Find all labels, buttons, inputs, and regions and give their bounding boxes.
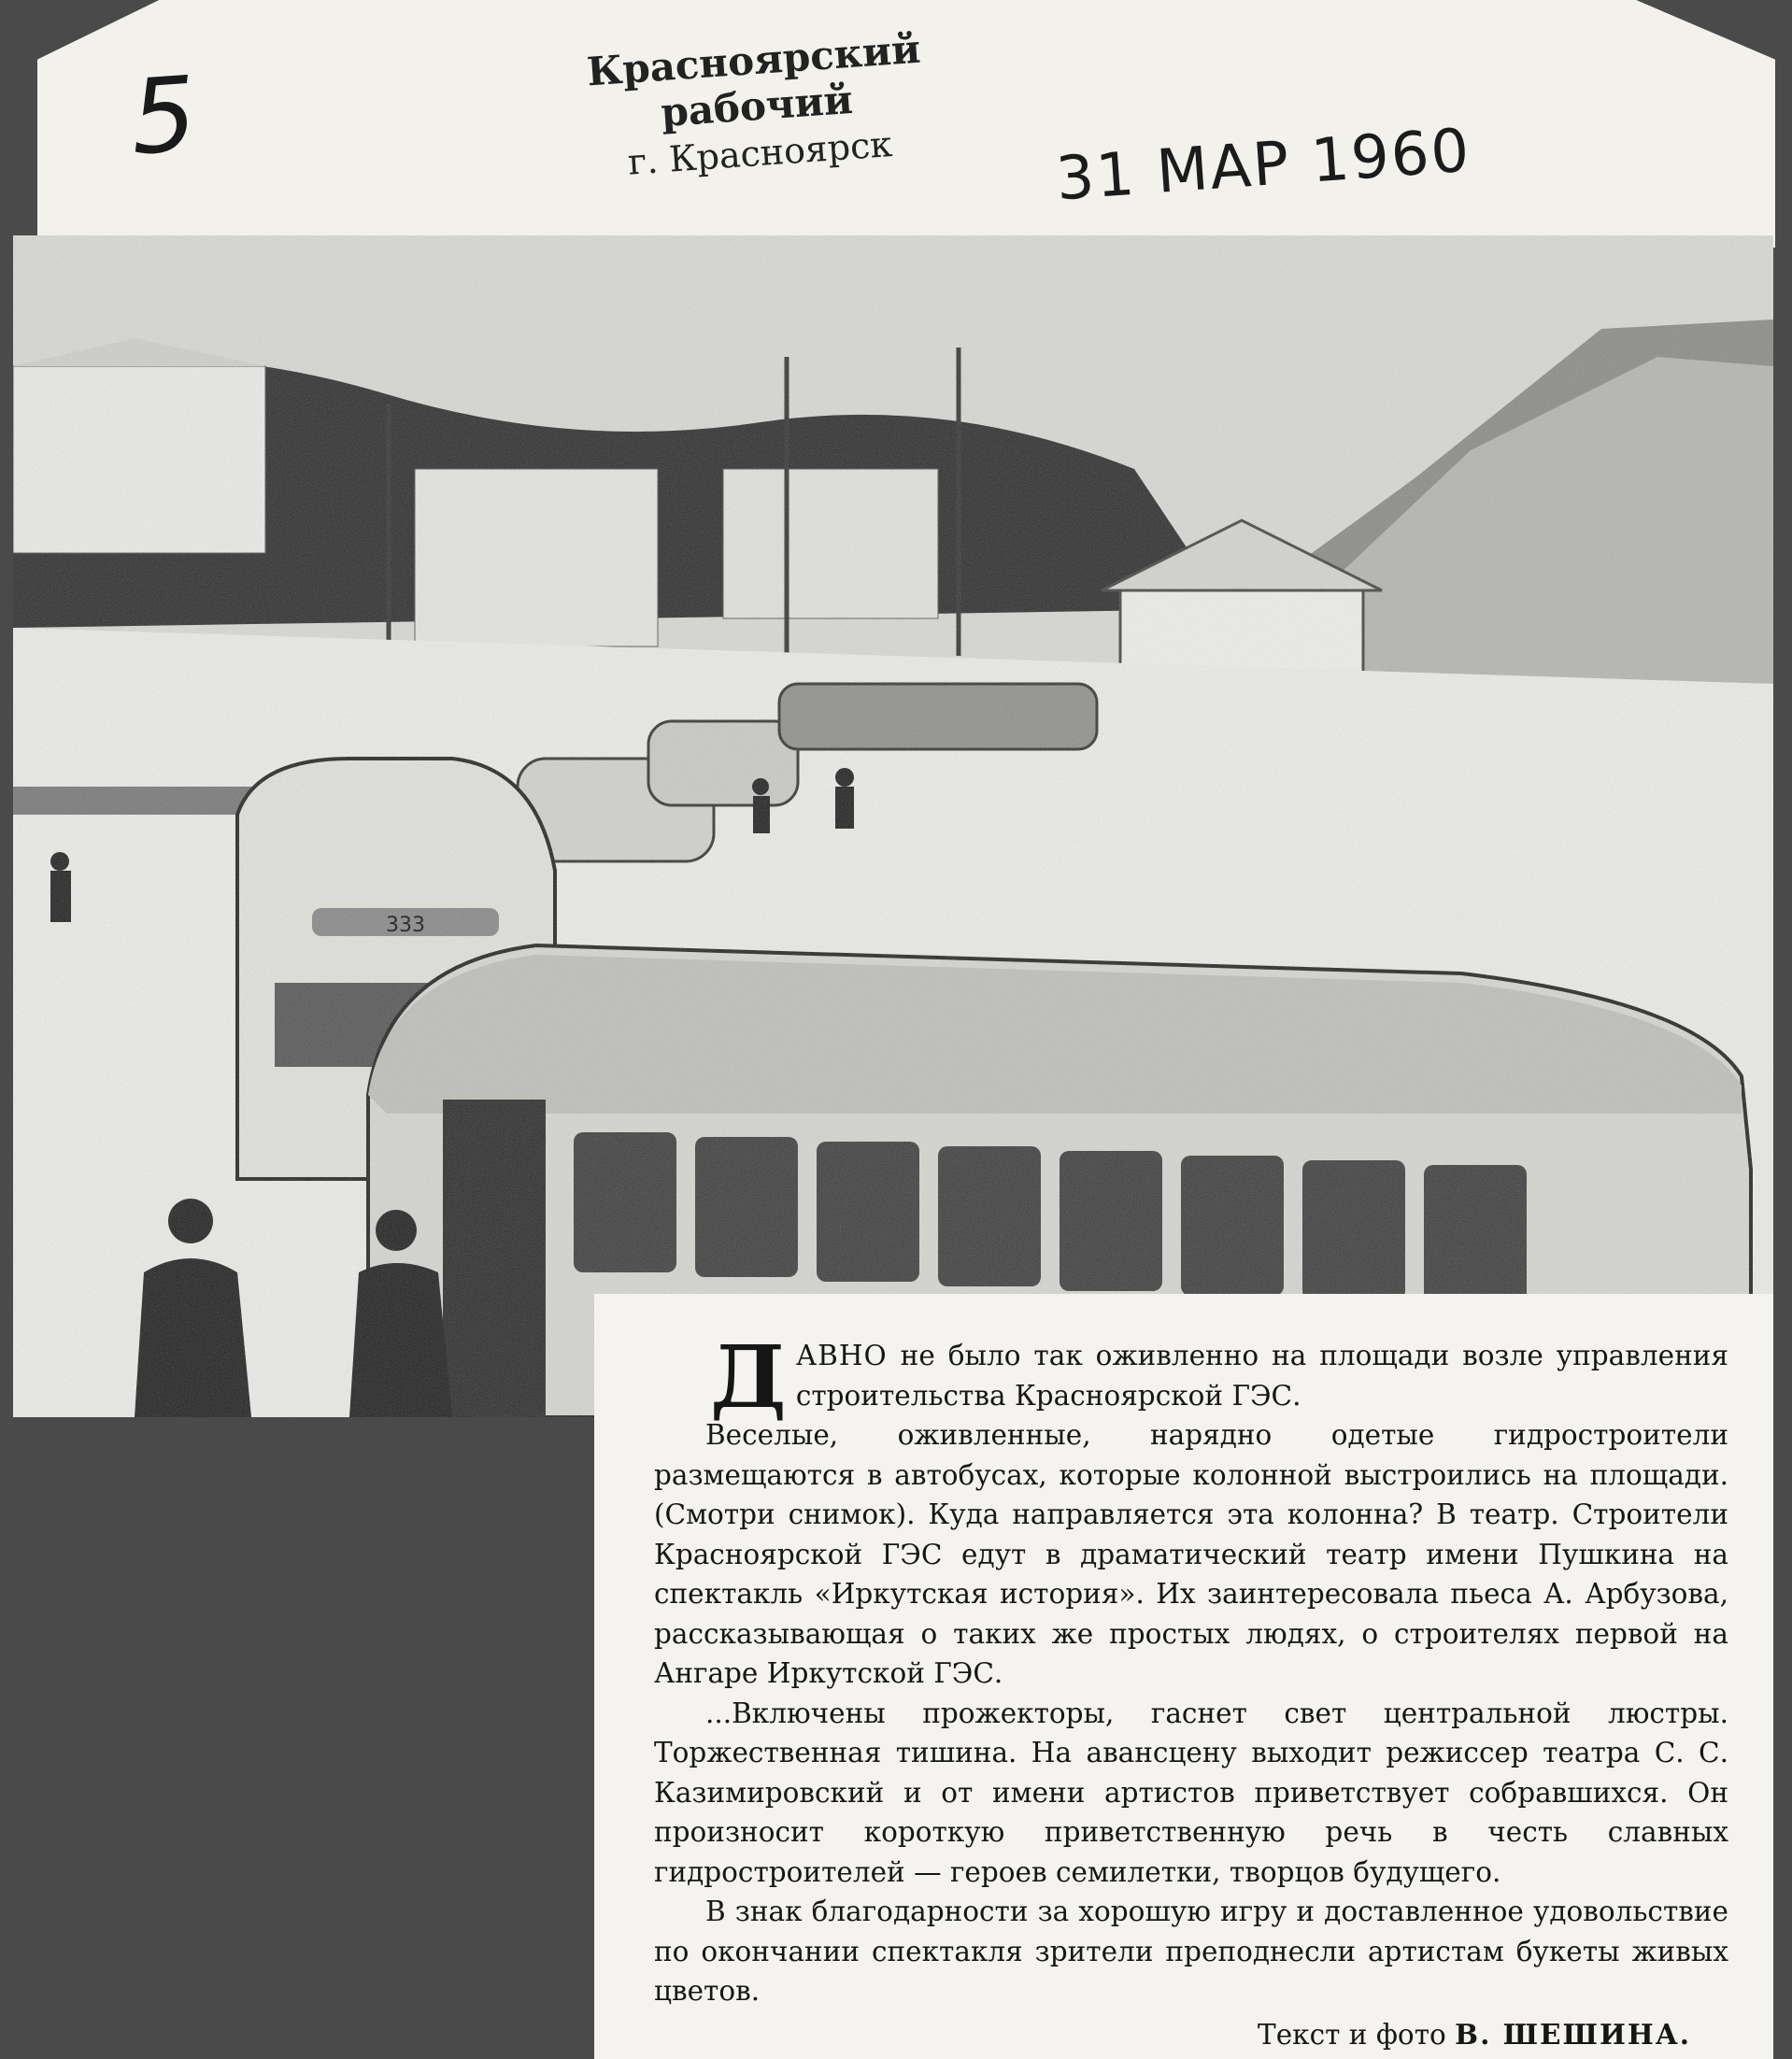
lead-word: АВНО	[795, 1340, 888, 1371]
bus-column-photo	[13, 235, 1773, 1427]
news-photo	[13, 235, 1773, 1427]
article-paragraph: ...Включены прожекторы, гаснет свет центральной люстры. Торжественная тишина. На авансцену выходит режиссер театра С. С. Казимировский и от имени артистов приветствует собравшихся. Он произносит короткую приветственную речь в честь славных гидростроителей — героев семилетки, творцов будущего.	[654, 1697, 1728, 1888]
article	[654, 1327, 1728, 2054]
author-credit	[654, 2015, 1728, 2055]
paragraph-text: не было так оживленно на площади возле управления строительства Красноярской ГЭС.	[795, 1340, 1728, 1412]
article-paragraph	[654, 1327, 1728, 1427]
article-paragraph: Веселые, оживленные, нарядно одетые гидростроители размещаются в автобусах, которые колонной выстроились на площади. (Смотри снимок). Куда направляется эта колонна? В театр. Строители Красноярской ГЭС едут в драматический театр имени Пушкина на спектакль «Иркутская история». Их заинтересовала пьеса А. Арбузова, рассказывающая о таких же простых людях, о строителях первой на Ангаре Иркутской ГЭС.	[654, 1419, 1728, 1689]
stamp-city: г. Красноярск	[626, 123, 894, 183]
credit-name: В. ШЕШИНА.	[1455, 2017, 1691, 2051]
article-paragraph: В знак благодарности за хорошую игру и доставленное удовольствие по окончании спектакля зрители преподнесли артистам букеты живых цветов.	[654, 1896, 1728, 2007]
handwritten-page-number: 5	[126, 53, 201, 178]
date-stamp: 31 МАР 1960	[1053, 116, 1473, 215]
stamp-newspaper-name: Красноярский рабочий	[585, 25, 922, 136]
credit-prefix: Текст и фото	[1258, 2018, 1446, 2051]
dropcap: Д	[710, 1327, 787, 1427]
